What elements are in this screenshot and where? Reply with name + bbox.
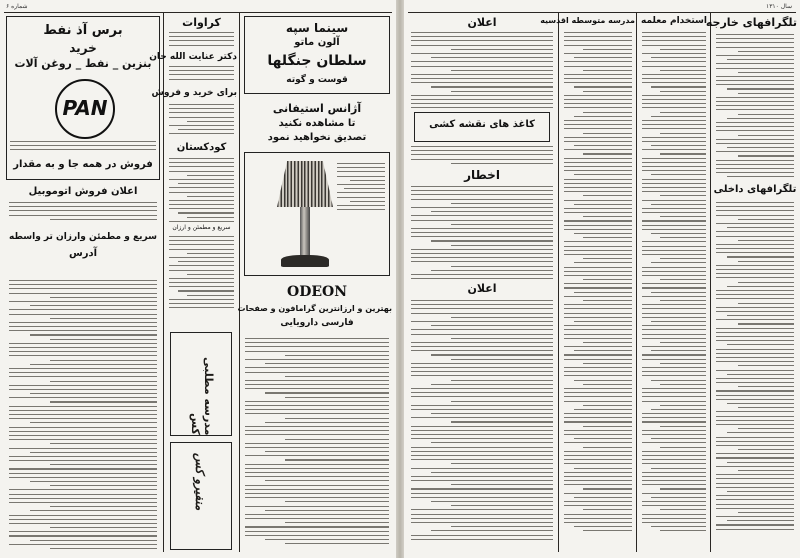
car-sale-title: اعلان فروش اتوموبیل [28,186,138,197]
domestic-telegrams-heading: تلگرافهای داخلی [713,184,797,195]
drafting-paper-heading: کاغذ های نقشه کشی [429,119,535,130]
drafting-paper-notice [414,112,550,142]
notice-heading: اعلان [467,16,497,29]
left-page [0,0,396,558]
teacher-column [639,14,709,552]
kindergarten-heading: کودکستان [176,142,227,153]
left-right-column [237,14,392,554]
transport-ad-address: آدرس [68,248,98,259]
car-sale-notice [6,186,160,224]
doctor-heading: دکتر عنایت الله خان [149,52,237,62]
oil-ad-footer: فروش در همه جا و به مقدار [13,159,153,170]
top-rule [4,12,392,13]
notice-heading-2: اعلان [467,282,497,295]
oil-ad-products: بنزین _ نفط _ روغن آلات [14,57,152,70]
odeon-tagline-2: فارسی دارویایی [280,318,354,328]
right-page [404,0,800,558]
cravat-heading: کراوات [182,16,221,29]
school-heading: مدرسه متوسطه اقدسیه [540,16,635,25]
telegrams-column [705,14,797,552]
shop-slogan-1: تا مشاهده نکنید [278,118,356,129]
left-folio: شماره ۶ [6,3,28,10]
pan-logo [55,79,115,139]
cinema-name: سینما سپه [285,21,349,35]
page-gutter [396,0,404,558]
film-prefix: آلون ماتو [294,37,340,48]
right-folio: سال ۱۳۱۰ [765,3,792,10]
column-rule [239,12,240,552]
oil-ad-buy: خرید [69,41,97,55]
shop-slogan-2: تصدیق نخواهید نمود [267,132,367,143]
signature-box [170,442,232,550]
teacher-heading: استخدام معلمه [641,16,707,26]
column-rule [558,12,559,552]
film-cast: قوست و گوته [286,75,348,85]
oil-ad-body [10,141,156,154]
vertical-notice-box [170,332,232,436]
transport-advertisement [6,232,160,272]
small-ad-line: سریع و مطمئن و ارزان [172,224,231,231]
oil-advertisement [6,16,160,180]
vertical-notice-text: مدرسه مطلبی کس [189,356,215,435]
school-column [540,14,635,552]
transport-ad-title: سریع و مطمئن وارزان تر واسطه [9,232,157,242]
lamp-advertisement [244,152,390,276]
left-middle-column [149,14,237,554]
telegrams-heading: تلگرافهای خارجه [705,16,797,29]
odeon-brand: ODEON [287,284,347,300]
column-rule [636,12,637,552]
buy-sell-heading: برای خرید و فروش [151,88,237,98]
signature-text: منفیرو کس [193,453,207,511]
column-rule [710,12,711,552]
left-lower-column [6,280,160,552]
film-title: سلطان جنگلها [267,53,367,69]
oil-ad-title: برس آذ نفط [43,23,123,38]
odeon-tagline: بهترین و ارزانترین گرامافون و صفحات [237,304,392,313]
top-rule [408,12,796,13]
cinema-advertisement [244,16,390,94]
shop-name: آژانس استیفانی [272,102,362,115]
pan-logo-text: PAN [62,96,108,120]
warning-heading: اخطار [464,168,500,182]
notices-column [408,14,556,552]
